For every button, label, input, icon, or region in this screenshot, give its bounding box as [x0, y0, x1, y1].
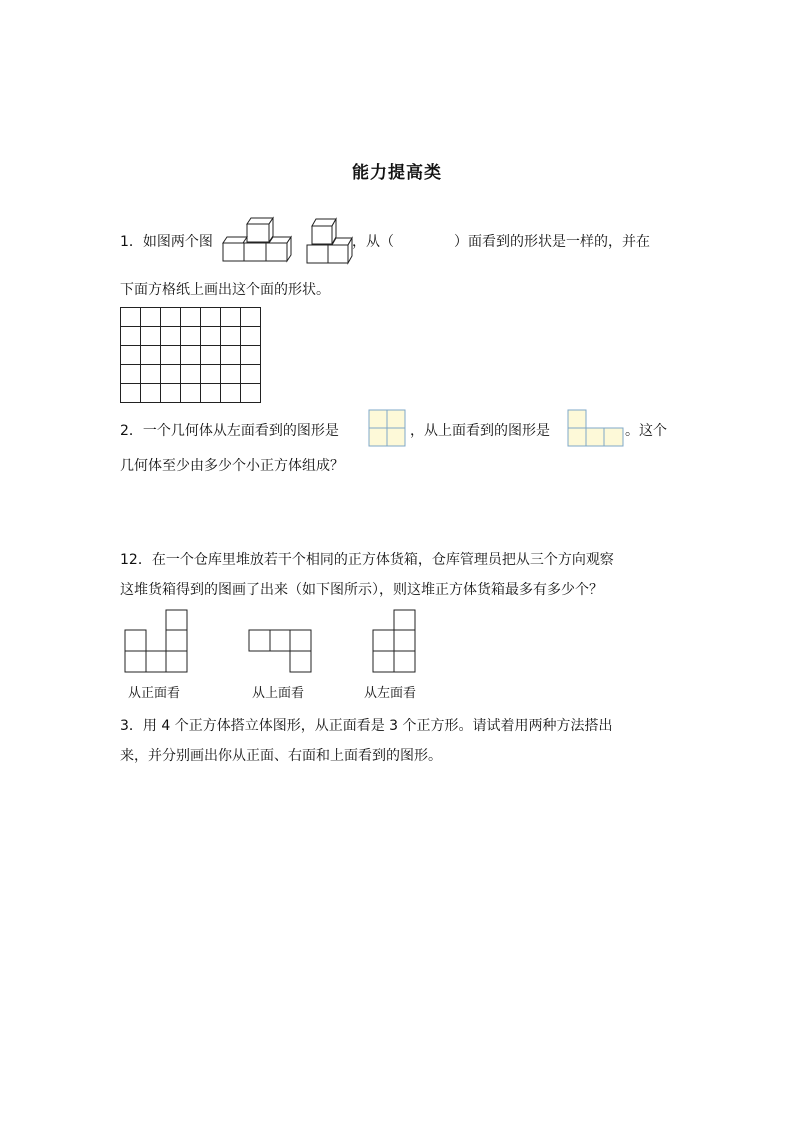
grid-cell[interactable] [121, 365, 141, 384]
grid-row [121, 365, 261, 384]
grid-cell[interactable] [201, 308, 221, 327]
grid-cell[interactable] [121, 384, 141, 403]
grid-cell[interactable] [201, 384, 221, 403]
q12-front-view-figure [124, 609, 190, 675]
q2-text-part3: 。这个 [625, 423, 667, 439]
q2-text-part1: 2．一个几何体从左面看到的图形是 [120, 423, 339, 439]
grid-cell[interactable] [241, 346, 261, 365]
grid-cell[interactable] [241, 308, 261, 327]
q1-cube-figure-right [306, 216, 354, 264]
q1-grid-paper[interactable] [120, 307, 261, 403]
q12-top-view-figure [248, 629, 314, 675]
q3-text-line1: 3．用 4 个正方体搭立体图形，从正面看是 3 个正方形。请试着用两种方法搭出 [120, 718, 613, 734]
grid-cell[interactable] [121, 346, 141, 365]
q1-cube-figure-left [222, 216, 292, 262]
grid-cell[interactable] [221, 384, 241, 403]
grid-cell[interactable] [121, 327, 141, 346]
grid-cell[interactable] [181, 327, 201, 346]
grid-row [121, 308, 261, 327]
q2-text-part2: ，从上面看到的图形是 [410, 423, 550, 439]
q12-text-line1: 12．在一个仓库里堆放若干个相同的正方体货箱，仓库管理员把从三个方向观察 [120, 552, 614, 568]
grid-cell[interactable] [221, 365, 241, 384]
page-title: 能力提高类 [352, 163, 442, 183]
grid-cell[interactable] [141, 346, 161, 365]
q12-text-line2: 这堆货箱得到的图画了出来（如下图所示），则这堆正方体货箱最多有多少个？ [120, 582, 603, 598]
grid-cell[interactable] [221, 327, 241, 346]
grid-cell[interactable] [161, 327, 181, 346]
q1-text-line2: 下面方格纸上画出这个面的形状。 [120, 282, 330, 298]
grid-cell[interactable] [241, 384, 261, 403]
grid-cell[interactable] [161, 384, 181, 403]
grid-cell[interactable] [201, 327, 221, 346]
q12-left-view-figure [372, 609, 418, 675]
q1-text-part3: ）面看到的形状是一样的，并在 [454, 234, 650, 250]
grid-cell[interactable] [121, 308, 141, 327]
grid-cell[interactable] [141, 327, 161, 346]
grid-cell[interactable] [161, 308, 181, 327]
grid-cell[interactable] [241, 327, 261, 346]
grid-row [121, 327, 261, 346]
q2-top-view-figure [567, 409, 627, 447]
grid-cell[interactable] [181, 346, 201, 365]
grid-cell[interactable] [181, 365, 201, 384]
q12-caption-front: 从正面看 [128, 686, 181, 701]
grid-row [121, 346, 261, 365]
grid-cell[interactable] [221, 346, 241, 365]
grid-cell[interactable] [161, 365, 181, 384]
q3-text-line2: 来，并分别画出你从正面、右面和上面看到的图形。 [120, 748, 442, 764]
grid-cell[interactable] [201, 346, 221, 365]
q12-caption-top: 从上面看 [252, 686, 305, 701]
grid-cell[interactable] [181, 308, 201, 327]
q1-text-part2: ，从（ [352, 234, 394, 250]
grid-cell[interactable] [241, 365, 261, 384]
q2-left-view-figure [368, 409, 408, 447]
grid-cell[interactable] [161, 346, 181, 365]
grid-cell[interactable] [141, 384, 161, 403]
grid-cell[interactable] [141, 308, 161, 327]
q1-answer-blank[interactable] [404, 232, 452, 252]
grid-row [121, 384, 261, 403]
grid-cell[interactable] [141, 365, 161, 384]
q2-text-line2: 几何体至少由多少个小正方体组成？ [120, 458, 344, 474]
q12-caption-left: 从左面看 [364, 686, 417, 701]
q1-text-part1: 1．如图两个图 [120, 234, 213, 250]
grid-cell[interactable] [201, 365, 221, 384]
grid-cell[interactable] [181, 384, 201, 403]
grid-cell[interactable] [221, 308, 241, 327]
